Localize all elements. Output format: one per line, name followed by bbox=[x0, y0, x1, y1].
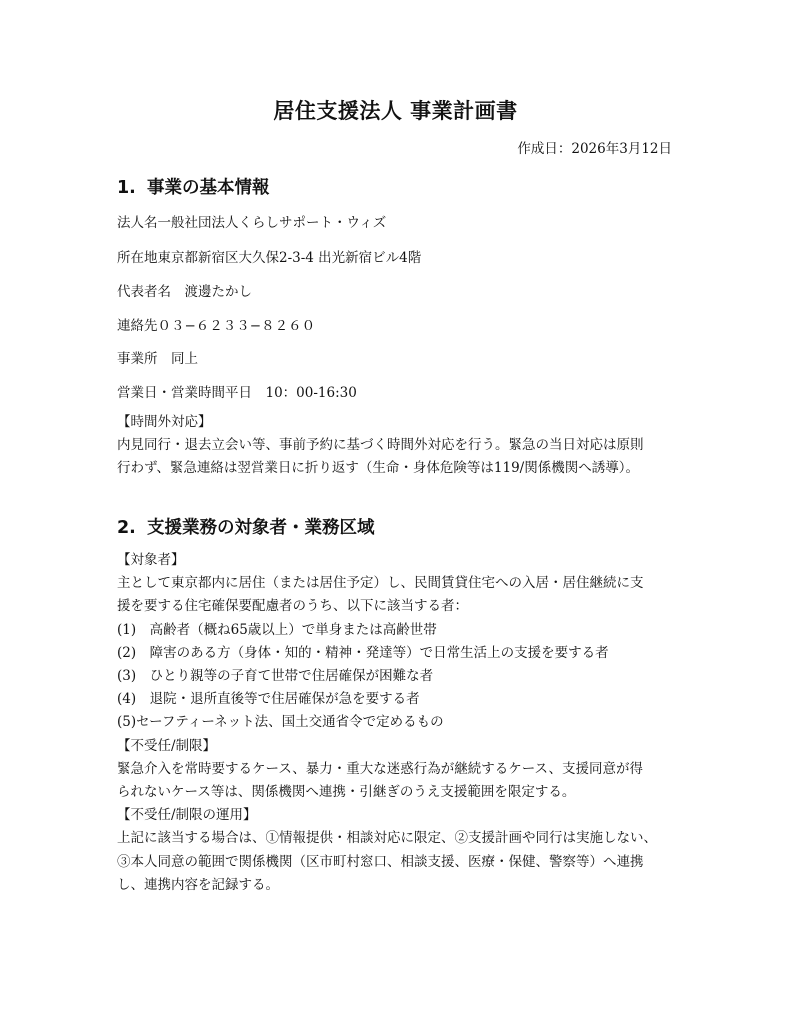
refusal-line: られないケース等は、関係機関へ連携・引継ぎのうえ支援範囲を限定する。 bbox=[117, 784, 576, 801]
contact: 連絡先０３−６２３３−８２６０ bbox=[117, 318, 316, 334]
corporation-name: 法人名一般社団法人くらしサポート・ウィズ bbox=[117, 215, 387, 231]
address: 所在地東京都新宿区大久保2-3-4 出光新宿ビル4階 bbox=[117, 250, 422, 266]
refusal-label: 【不受任/制限】 bbox=[117, 737, 217, 754]
section-1-number: 1. bbox=[117, 178, 136, 198]
target-intro-line: 援を要する住宅確保要配慮者のうち、以下に該当する者： bbox=[117, 598, 468, 615]
after-hours-block bbox=[117, 411, 682, 481]
after-hours-line: 内見同行・退去立会い等、事前予約に基づく時間外対応を行う。緊急の当日対応は原則 bbox=[117, 437, 644, 454]
business-hours: 営業日・営業時間平日 10：00-16:30 bbox=[117, 385, 357, 401]
section-2-title: 支援業務の対象者・業務区域 bbox=[147, 518, 375, 538]
section-2-heading bbox=[117, 514, 375, 539]
target-label: 【対象者】 bbox=[117, 552, 185, 568]
creation-date: 作成日：2026年3月12日 bbox=[517, 141, 672, 157]
representative: 代表者名 渡邊たかし bbox=[117, 284, 252, 300]
refusal-operation-line: し、連携内容を記録する。 bbox=[117, 876, 279, 893]
section-2-body bbox=[117, 549, 682, 897]
office: 事業所 同上 bbox=[117, 351, 198, 367]
target-item: (1) 高齢者（概ね65歳以上）で単身または高齢世帯 bbox=[117, 621, 437, 638]
section-2-number: 2. bbox=[117, 518, 136, 538]
refusal-line: 緊急介入を常時要するケース、暴力・重大な迷惑行為が継続するケース、支援同意が得 bbox=[117, 760, 643, 777]
after-hours-label: 【時間外対応】 bbox=[117, 414, 212, 430]
section-1-heading bbox=[117, 174, 270, 199]
target-item: (3) ひとり親等の子育て世帯で住居確保が困難な者 bbox=[117, 668, 434, 685]
refusal-operation-line: ③本人同意の範囲で関係機関（区市町村窓口、相談支援、医療・保健、警察等）へ連携 bbox=[117, 853, 644, 870]
refusal-operation-line: 上記に該当する場合は、①情報提供・相談対応に限定、②支援計画や同行は実施しない、 bbox=[117, 830, 657, 847]
after-hours-line: 行わず、緊急連絡は翌営業日に折り返す（生命・身体危険等は119/関係機関へ誘導）。 bbox=[117, 460, 639, 477]
target-intro-line: 主として東京都内に居住（または居住予定）し、民間賃貸住宅への入居・居住継続に支 bbox=[117, 575, 644, 592]
refusal-operation-label: 【不受任/制限の運用】 bbox=[117, 807, 257, 824]
document-title: 居住支援法人 事業計画書 bbox=[273, 99, 518, 123]
target-item: (5)セーフティーネット法、国土交通省令で定めるもの bbox=[117, 714, 444, 731]
section-1-title: 事業の基本情報 bbox=[147, 178, 270, 198]
target-item: (2) 障害のある方（身体・知的・精神・発達等）で日常生活上の支援を要する者 bbox=[117, 644, 609, 661]
target-item: (4) 退院・退所直後等で住居確保が急を要する者 bbox=[117, 691, 420, 708]
